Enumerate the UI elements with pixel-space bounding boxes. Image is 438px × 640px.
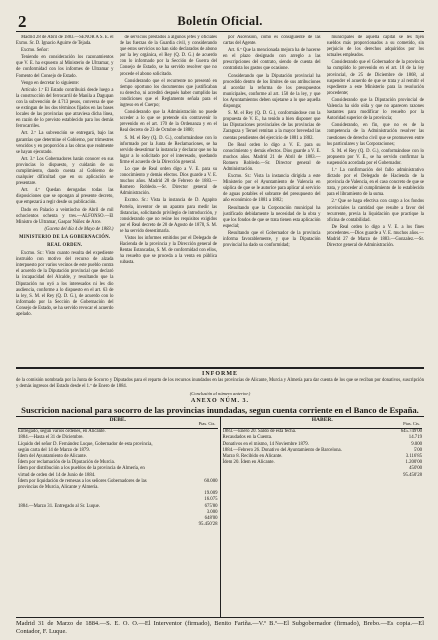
column-2: [120, 35, 218, 365]
column-paragraph: S. M. el Rey (Q. D. G.), conformándose con lo propuesto por V. E., se ha servido confirmar la suspensión acordada por el Gobernador.: [326, 148, 424, 166]
haber-entry-txt: Ídem 20. Ídem en Alicante.: [222, 460, 275, 466]
haber-entry-tot: 14.719: [408, 435, 422, 441]
column-paragraph: Art. 3.º Los Gobernadores harán conocer en sus provincias lo dispuesto, y cuidarán de su cumplimiento, dando cuenta al Gobierno de cualquier dificultad que en su aplicación se presentare.: [16, 156, 114, 187]
debe-entry-tot: 3.000: [206, 509, 218, 515]
haber-entries: [223, 429, 423, 472]
debe-entry-txt: Ídem por reclamación de la Diputación de Murcia.: [18, 460, 115, 466]
debe-entry-amt: [157, 466, 185, 478]
debe-entry-txt: Ídem por distribución a los pueblos de la provincia de Almería, en virtud de orden del 14 de Junio de 1884.: [18, 466, 145, 478]
debe-entry: [18, 466, 218, 478]
column-1: [16, 35, 114, 365]
column-paragraph: Considerando, en fin, que no es de la competencia de la Administración resolver las cuestiones de derecho civil que se promueven entre los particulares y las Corporaciones;: [326, 123, 424, 147]
column-paragraph: Considerando que el Gobernador de la provincia ha cumplido lo prevenido en el art. 10 de la ley provincial, de 25 de Diciembre de 1868, al suspender el acuerdo de que se trata y al remitir el expediente a este Ministerio para la resolución procedente;: [326, 60, 424, 96]
haber-total: 95.450'28: [403, 472, 422, 478]
column-4: [327, 35, 425, 365]
column-3: [223, 35, 321, 365]
column-paragraph: S. M. el Rey (Q. D. G.), conformándose con lo informado por la Junta de Reclamaciones, se ha servido desestimar la instancia y declarar que no ha lugar a lo solicitado por el interesado, quedando firme el acuerdo de la Dirección general.: [119, 135, 217, 165]
column-paragraph: 2.º Que se haga efectiva con cargo a los fondos provinciales la cantidad que resulte a favor del recurrente, previa la liquidación que practique la oficina de contabilidad.: [326, 199, 424, 223]
masthead-title: Boletín Oficial.: [177, 14, 263, 28]
column-paragraph: Excmo. Sr.: Visto cuanto resulta del expediente instruido con motivo del recurso de alzada interpuesto por varios vecinos de este pueblo contra el acuerdo de la Diputación provincial que declaró la incapacidad del Alcalde, y resultando que la Diputación no oyó a los interesados ni les dio audiencia, conforme a lo dispuesto en el art. 63 de la ley, S. M. el Rey (Q. D. G.), de acuerdo con lo informado por la Sección de Gobernación del Consejo de Estado, se ha servido revocar el acuerdo apelado.: [16, 251, 114, 318]
debe-entry-txt: Ídem del Ayuntamiento de Alicante.: [18, 454, 87, 459]
debe-entry-amt: [157, 479, 185, 491]
haber-entry-txt: Recaudados en la Cuenta.: [222, 435, 273, 441]
debe-entry-txt: Líquido del señor D. Fernández Luque, Gobernador de esta provincia, según carta del 14 de Marzo de 1879.: [18, 441, 153, 453]
column-paragraph: Madrid 28 de Abril de 1883.—SEÑOR A S. E. el Exmo. Sr. D. Ignacio Aguirre de Tejada.: [16, 35, 114, 47]
haber-heading: [223, 417, 423, 429]
debe-entry: [18, 479, 218, 491]
column-paragraph: REAL ORDEN.: [47, 243, 83, 248]
column-paragraph: Artículo 1.º El Estado contribuirá desde luego a la construcción del ferrocarril de Manila a Dagupan con la subvención de 4.713 pesos, conversa de que se extingan de los dos términos fijados en las bases locales de las provincias que atraviesa dicha línea, en razón de lo previsto establecido para los demás ferrocarriles.: [16, 87, 114, 130]
column-paragraph: Resultando que la Corporación municipal ha justificado debidamente la necesidad de la obra y que los fondos de que se trata tienen esta aplicación especial;: [223, 205, 321, 229]
debe-entry-tot: [188, 442, 218, 454]
continuation-note: (Conclusión al número anterior.): [189, 391, 251, 397]
column-paragraph: Art. 2.º La subvención se entregará, bajo las garantías que determine el Gobierno, por trimestres vencidos y en proporción a las obras que realmente se hayan ejecutado.: [16, 131, 114, 155]
column-paragraph: Vistos los informes emitidos por el Delegado de Hacienda de la provincia y la Dirección general de Rentas Estancadas, S. M. de conformidad con ellos, ha resuelto que se proceda a la venta en pública subasta.: [119, 236, 217, 266]
column-paragraph: Excmo. Sr.: Vista la instancia de D. Agapito Portela, inventor de un aparato para medir las distancias, solicitando privilegio de introducción, y considerando que no reúne los requisitos exigidos por el Real decreto de 20 de Agosto de 1878, S. M. se ha servido desestimarla.: [119, 198, 217, 234]
debe-entry-txt: 1884.—Hasta el 31 de Diciembre.: [18, 435, 84, 441]
ledger-haber: [220, 417, 425, 617]
haber-entry-tot: 1.200'00: [405, 460, 422, 466]
haber-entry-tot: 9.000: [411, 441, 422, 447]
column-paragraph: de servicios prestados a algunos jefes y oficiales de las fuerzas de la Guardia civil, y considerando que estos servicios no han sido declarados de abono por la ley orgánica, el Rey (Q. D. G.) de acuerdo con lo informado por la Sección de Guerra del Consejo de Estado, se ha servido resolver que no procede el abono solicitado.: [119, 35, 217, 77]
debe-total-row: [18, 522, 218, 528]
informe-lead: de la comisión nombrada por la Junta de Socorro y Diputados para el reparto de los recursos inundados en las provincias de Alicante, Murcia y Almería para dar cuenta de los que se reciban por donativos, suscripción y demás ingresos del Estado desde el 1.º de Enero de 1884.: [16, 378, 424, 390]
column-paragraph: Excmo. Señor:: [21, 48, 49, 54]
column-paragraph: Considerando que la Diputación provincial ha procedido dentro de los límites de sus atribuciones al acordar la reforma de los presupuestos municipales, conforme al art. 150 de la ley, y que los Ayuntamientos deben sujetarse a lo que aquella disponga;: [223, 73, 321, 110]
text-columns: [16, 35, 424, 365]
page-header: [16, 10, 424, 32]
ledger-title: Suscricion nacional para socorro de las provincias inundadas, segun cuenta corriente en el Banco de España.: [21, 405, 419, 416]
annex-title: ANEXO NÚM. 3.: [191, 398, 249, 405]
haber-entry-txt: 1883.—Enero 20. Saldo de esta fecha.: [222, 429, 297, 435]
signature-line: Madrid 31 de Marzo de 1884.—S. E. O. O.—El Interventor (firmado), Benito Fariña.—V.º B.º—El Subgobernador (firmado), Brebo.—Es copia.—El Contador, F. Luque.: [16, 620, 424, 635]
section-rule: [16, 367, 424, 369]
haber-total-row: [223, 473, 423, 479]
debe-label: DEBE.: [109, 417, 126, 424]
debe-entries: [18, 429, 218, 522]
haber-entry-tot: 5'00: [413, 447, 422, 453]
debe-entry-txt: Ídem por liquidación de remesas a los señores Gobernadores de las provincias de Murcia, Alicante y Almería.: [18, 478, 147, 491]
debe-entry-tot: [188, 466, 218, 478]
column-paragraph: De Real orden lo digo a V. E. a los fines procedentes.—Dios guarde a V. E. muchos años.—Madrid 27 de Marzo de 1883.—Gonzalez.—Sr. Director general de Administración.: [326, 224, 424, 249]
column-paragraph: Vengo en decretar lo siguiente:: [21, 80, 80, 86]
haber-entry-tot: 3.116'85: [405, 454, 422, 459]
column-paragraph: Excmo. Sr.: Vista la instancia dirigida a este Ministerio por el Ayuntamiento de Valencia en súplica de que se le autorice para aplicar al servicio de aguas potables el sobrante del presupuesto del año económico de 1881 a 1882;: [223, 174, 321, 204]
debe-money-label: Ptas. Cts.: [198, 421, 216, 427]
column-paragraph: (Gaceta del día 4 de Mayo de 1883.): [44, 226, 114, 232]
debe-entry-amt: [157, 442, 185, 454]
column-paragraph: Dado en Palacio a veintiocho de Abril de mil ochocientos ochenta y tres.—ALFONSO.—El Ministro de Ultramar, Gaspar Núñez de Arce.: [16, 207, 114, 225]
column-paragraph: Teniendo en consideración los razonamientos que V. E. ha expuesto al Ministerio de Ultramar, y de conformidad con los informes de Ultramar y Fomento del Consejo de Estado.: [16, 55, 114, 79]
column-paragraph: 1.º La confirmación del fallo administrativo dictado por el Delegado de Hacienda de la provincia de Valencia, en el caso concreto de que se trata, y proceder al cumplimiento de lo establecido para el libramiento de la suma.: [326, 167, 424, 198]
haber-entry-txt: 1884.—Febrero 26. Donativo del Ayuntamiento de Barcelona.: [222, 447, 342, 453]
debe-entry-tot: 60.000: [204, 478, 218, 484]
debe-entry-tot: 675'80: [204, 503, 218, 509]
column-paragraph: Lo que de Real orden digo a V. E. para su conocimiento y demás efectos. Dios guarde a V. E. muchos años. Madrid 28 de Febrero de 1883.—Romero Robledo.—Sr. Director general de Administración.: [119, 166, 217, 197]
haber-entry-txt: Donativos en el mismo, 14 Noviembre 1879.: [222, 441, 309, 447]
haber-label: HABER.: [311, 417, 333, 424]
column-paragraph: Considerando que el recurrente no presentó en tiempo oportuno los documentos que justificaban su derecho, ni acreditó después haber cumplido las condiciones que el Reglamento señala para el ingreso en el Cuerpo;: [119, 78, 217, 109]
debe-entry-tot: 19.009: [204, 491, 218, 497]
haber-money-label: Ptas. Cts.: [403, 421, 420, 427]
column-paragraph: MINISTERIO DE LA GOBERNACIÓN.: [19, 234, 111, 240]
column-paragraph: Resultando que el Gobernador de la provincia informa favorablemente, y que la Diputación provincial ha dado su conformidad;: [223, 230, 321, 249]
ledger-debe: [16, 417, 220, 617]
debe-heading: [18, 417, 218, 429]
informe-title: INFORME: [202, 371, 238, 377]
column-paragraph: por Ascensión, como es consiguiente de las cartas del Agente.: [223, 35, 321, 47]
page-number: 2: [18, 12, 27, 31]
haber-entry-tot: 645.749'00: [400, 429, 422, 435]
debe-entry-txt: 1884.—Marzo 31. Entregado al Sr. Luque.: [18, 503, 100, 509]
debe-entry-tot: 648'00: [204, 516, 218, 522]
account-ledger: [16, 416, 424, 618]
haber-entry-txt: Marzo 8. Recibido en Alicante.: [222, 454, 283, 459]
debe-entry-txt: Entregado, según varios órdenes, en Alicante.: [18, 429, 106, 435]
column-paragraph: municipales de aquella capital se les fijen sueldos más proporcionados a su cometido, sin perjuicio de los derechos adquiridos por los actuales empleados.: [326, 35, 424, 59]
haber-entry-tot: 450'00: [409, 466, 422, 472]
column-paragraph: Art. 6.º Que la mencionada mejora ha de hacerse en el plazo designado con arreglo a las prescripciones del contrato, siendo de cuenta del contratista los gastos que ocasione.: [223, 48, 321, 72]
column-paragraph: Considerando que la Administración no puede acceder a lo que se pretende sin contravenir lo prevenido en el art. 170 de la Ordenanza y en el Real decreto de 23 de Octubre de 1880;: [119, 110, 217, 134]
debe-entry-tot: 16.075: [204, 497, 218, 503]
debe-total: 95.450'28: [198, 522, 218, 528]
column-paragraph: De Real orden lo digo a V. E. para su conocimiento y demás efectos. Dios guarde a V. E. muchos años. Madrid 21 de Abril de 1883.—Romero Robledo.—Sr. Director general de Administración.: [223, 142, 321, 172]
column-paragraph: S. M. el Rey (Q. D. G.), conformándose con la propuesta de V. E., ha tenido a bien disponer que las Diputaciones provinciales de las provincias de Zaragoza y Teruel remitan a la mayor brevedad las cuentas pendientes del ejercicio de 1881 a 1882.: [223, 111, 321, 141]
column-paragraph: Considerando que la Diputación provincial de Valencia ha sido oída y que no aparecen razones bastantes para modificar lo resuelto por la Autoridad superior de la provincia;: [326, 97, 424, 122]
column-paragraph: Art. 4.º Quedan derogadas todas las disposiciones que se opongan al presente decreto, que empezará a regir desde su publicación.: [16, 188, 114, 206]
debe-entry: [18, 442, 218, 454]
